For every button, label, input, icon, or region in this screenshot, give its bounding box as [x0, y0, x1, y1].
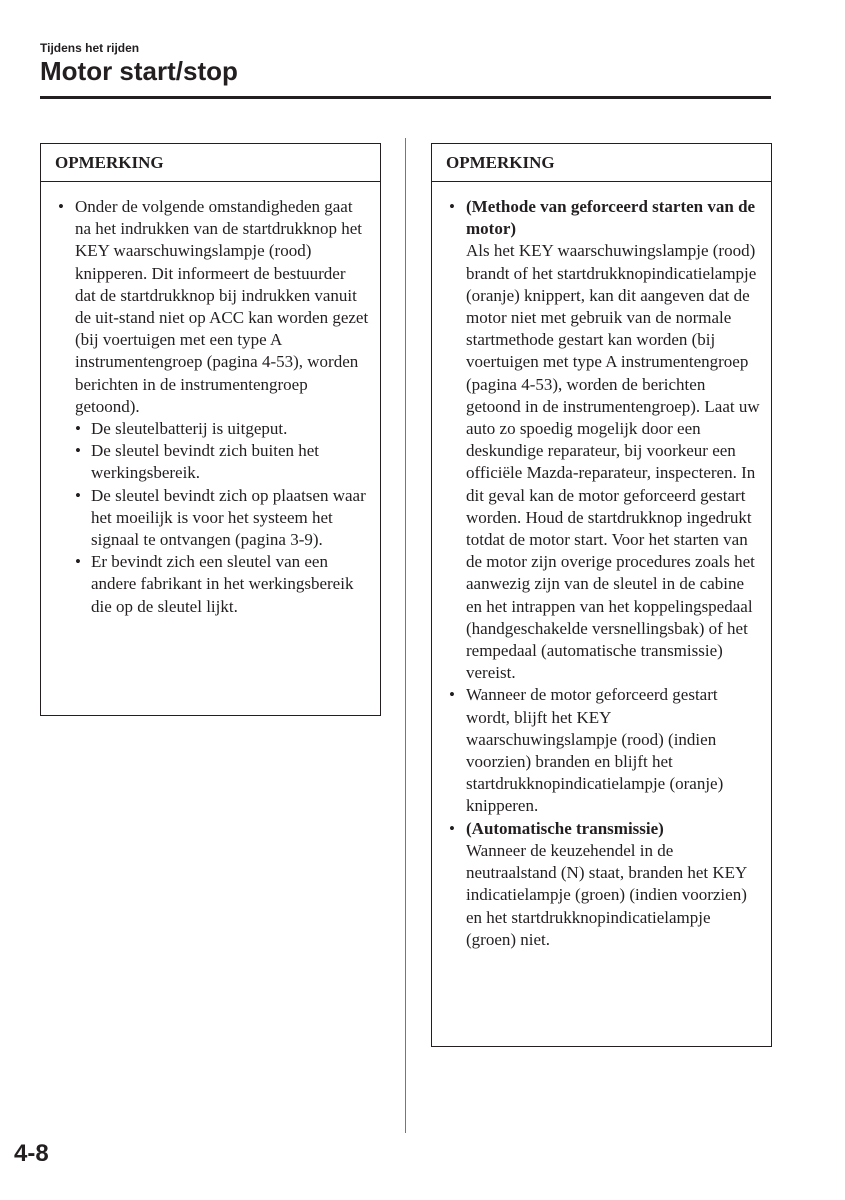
note-sub-item-text: De sleutel bevindt zich buiten het werkingsbereik.: [91, 441, 320, 483]
title-rule: [40, 96, 771, 99]
note-heading: OPMERKING: [41, 144, 380, 182]
note-box-right: [431, 143, 772, 1047]
bullet-icon: •: [75, 485, 81, 505]
bullet-icon: •: [75, 419, 81, 439]
note-item-heading: (Automatische transmissie): [466, 818, 664, 838]
bullet-icon: •: [449, 818, 455, 838]
note-sub-item-text: De sleutelbatterij is uitgeput.: [91, 419, 288, 439]
note-sub-item: [75, 485, 370, 552]
note-body: [432, 182, 771, 951]
page-number: 4-8: [14, 1140, 49, 1167]
page-title: Motor start/stop: [40, 56, 238, 86]
note-item-text: Als het KEY waarschuwingslampje (rood) brandt of het startdrukknopindicatielampje (oranje) knippert, kan dit aangeven dat de motor niet met gebruik van de normale startmethode gestart kan worden (bij voertuigen met type A instrumentengroep (pagina 4-53), worden de berichten getoond in de instrumentengroep). Laat uw auto zo spoedig mogelijk door een deskundige reparateur, bij voorkeur een officiële Mazda-reparateur, inspecteren. In dit geval kan de motor geforceerd gestart worden. Houd de startdrukknop ingedrukt totdat de motor start. Voor het starten van de motor zijn overige procedures zoals het aanwezig zijn van de sleutel in de cabine en het intrappen van het koppelingspedaal (handgeschakelde versnellingsbak) of het rempedaal (automatische transmissie) vereist.: [466, 241, 760, 683]
section-label: Tijdens het rijden: [40, 41, 140, 55]
note-box-left: [40, 143, 381, 716]
note-item: [55, 196, 370, 618]
note-item-text: Wanneer de motor geforceerd gestart wordt, blijft het KEY waarschuwingslampje (rood) (indien voorzien) branden en blijft het startdrukknopindicatielampje (oranje) knipperen.: [466, 685, 724, 816]
bullet-icon: •: [449, 197, 455, 216]
note-sub-item: [75, 418, 370, 440]
note-body: [41, 182, 380, 618]
bullet-icon: •: [449, 685, 455, 705]
note-item-heading: (Methode van geforceerd starten van de motor): [466, 197, 756, 239]
note-heading: OPMERKING: [432, 144, 771, 182]
note-sub-item: [75, 440, 370, 484]
note-item-text: Wanneer de keuzehendel in de neutraalstand (N) staat, branden het KEY indicatielampje (groen) (indien voorzien) en het startdrukknopindicatielampje (groen) niet.: [466, 840, 747, 949]
bullet-icon: •: [58, 197, 64, 216]
note-item: [446, 196, 761, 684]
note-item: [446, 818, 761, 951]
bullet-icon: •: [75, 552, 81, 572]
note-item: [446, 684, 761, 817]
note-sub-item-text: Er bevindt zich een sleutel van een andere fabrikant in het werkingsbereik die op de sleutel lijkt.: [91, 552, 354, 616]
column-divider: [405, 138, 406, 1133]
note-sub-item: [75, 551, 370, 618]
bullet-icon: •: [75, 441, 81, 461]
note-item-text: Onder de volgende omstandigheden gaat na het indrukken van de startdrukknop het KEY waarschuwingslampje (rood) knipperen. Dit informeert de bestuurder dat de startdrukknop bij indrukken vanuit de uit-stand niet op ACC kan worden gezet (bij voertuigen met een type A instrumentengroep (pagina 4-53), worden berichten in de instrumentengroep getoond).: [75, 197, 369, 416]
note-sub-item-text: De sleutel bevindt zich op plaatsen waar het moeilijk is voor het systeem het signaal te ontvangen (pagina 3-9).: [91, 485, 366, 550]
